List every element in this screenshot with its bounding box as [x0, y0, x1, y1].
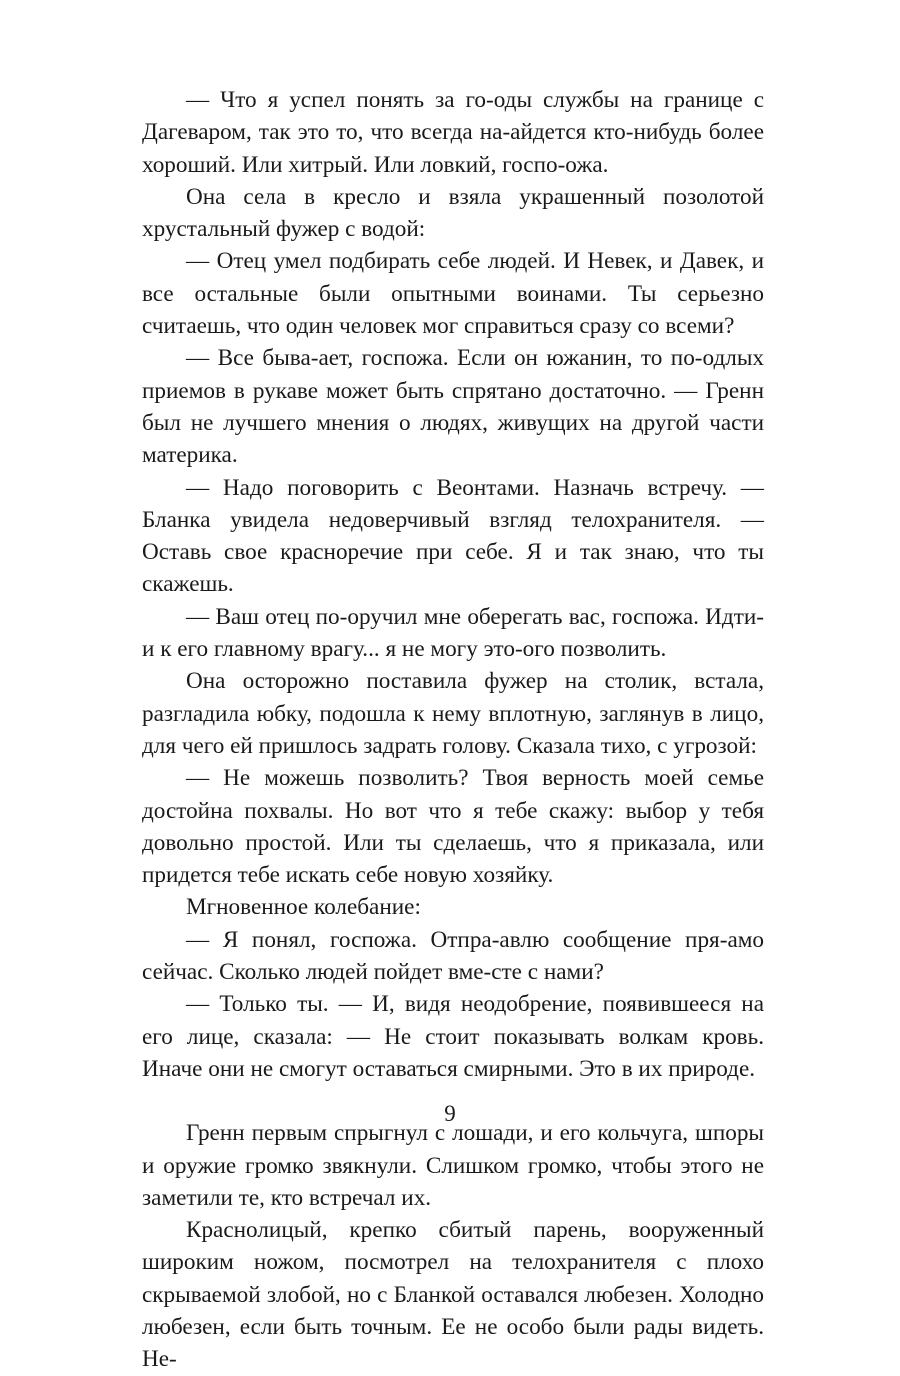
page-number: 9 — [444, 1101, 456, 1126]
paragraph-4: — Все быва-ает, госпожа. Если он южанин, то по-одлых приемов в рукаве может быть спрятано достаточно. — Гренн был не лучшего мнения о людях, живущих на другой части материка. — [142, 345, 764, 469]
paragraph-2: Она села в кресло и взяла украшенный позолотой хрустальный фужер с водой: — [142, 183, 764, 243]
paragraph-7: Она осторожно поставила фужер на столик, встала, разгладила юбку, подошла к нему вплотную, заглянув в лицо, для чего ей пришлось задрать голову. Сказала тихо, с угрозой: — [142, 668, 764, 759]
paragraph-12: Гренн первым спрыгнул с лошади, и его кольчуга, шпоры и оружие громко звякнули. Слишком громко, чтобы этого не заметили те, кто встречал их. — [142, 1120, 764, 1211]
paragraph-3: — Отец умел подбирать себе людей. И Невек, и Давек, и все остальные были опытными воинами. Ты серьезно считаешь, что один человек мог справиться сразу со всеми? — [142, 248, 764, 340]
paragraph-10: — Я понял, госпожа. Отпра-авлю сообщение пря-амо сейчас. Сколько людей пойдет вме-сте с нами? — [142, 926, 764, 986]
paragraph-11: — Только ты. — И, видя неодобрение, появившееся на его лице, сказала: — Не стоит показывать волкам кровь. Иначе они не смогут оставаться смирными. Это в их природе. — [142, 991, 764, 1082]
paragraph-1: — Что я успел понять за го-оды службы на границе с Дагеваром, так это то, что всегда на-айдется кто-нибудь более хороший. Или хитрый. Или ловкий, госпо-ожа. — [142, 87, 764, 178]
paragraph-6: — Ваш отец по-оручил мне оберегать вас, госпожа. Идти-и к его главному врагу... я не могу это-ого позволить. — [142, 603, 764, 663]
paragraph-5: — Надо поговорить с Веонтами. Назначь встречу. — Бланка увидела недоверчивый взгляд телохранителя. — Оставь свое красноречие при себе. Я и так знаю, что ты скажешь. — [142, 474, 764, 598]
paragraph-8: — Не можешь позволить? Твоя верность моей семье достойна похвалы. Но вот что я тебе скажу: выбор у тебя довольно простой. Или ты сделаешь, что я приказала, или придется тебе искать себе новую хозяйку. — [142, 765, 764, 889]
paragraph-9: Мгновенное колебание: — [186, 894, 421, 921]
paragraph-13: Краснолицый, крепко сбитый парень, вооруженный широким ножом, посмотрел на телохранителя с плохо скрываемой злобой, но с Бланкой оставался любезен. Холодно любезен, если быть точным. Ее не особо были рады видеть. Не- — [142, 1217, 764, 1373]
page-body — [142, 84, 764, 1376]
